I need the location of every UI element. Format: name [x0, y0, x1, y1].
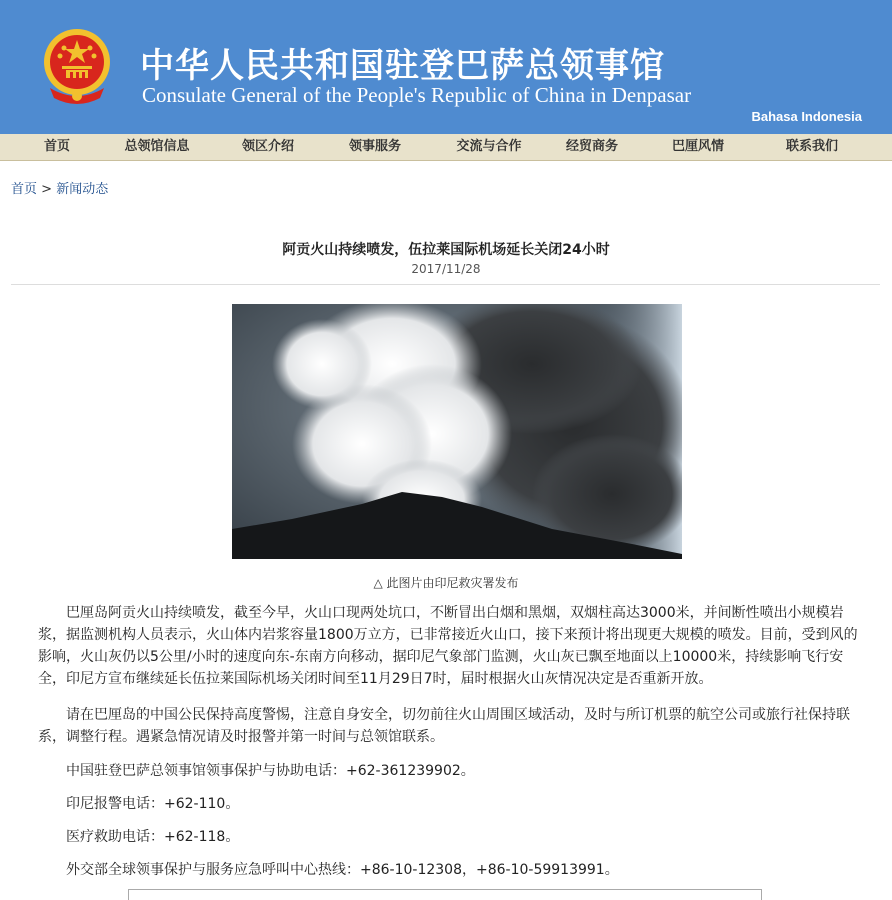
- nav-item-region[interactable]: 领区介绍: [241, 139, 294, 154]
- image-caption: △ 此图片由印尼救灾署发布: [373, 576, 519, 590]
- site-title-cn: 中华人民共和国驻登巴萨总领事馆: [140, 46, 665, 86]
- language-link[interactable]: Bahasa Indonesia: [751, 109, 862, 124]
- nav-item-consular-services[interactable]: 领事服务: [348, 139, 401, 154]
- header-banner: [0, 0, 892, 134]
- divider: [11, 284, 880, 285]
- article-title: 阿贡火山持续喷发，伍拉莱国际机场延长关闭24小时: [282, 242, 610, 258]
- nav-item-home[interactable]: 首页: [43, 139, 70, 154]
- breadcrumb-home-link[interactable]: 首页: [11, 182, 38, 197]
- national-emblem-icon: [40, 26, 114, 106]
- nav-item-consulate-info[interactable]: 总领馆信息: [124, 139, 190, 154]
- breadcrumb-separator: >: [41, 182, 53, 197]
- contact-line: 中国驻登巴萨总领事馆领事保护与协助电话：+62-361239902。: [66, 763, 475, 779]
- article-paragraph: 巴厘岛阿贡火山持续喷发，截至今早，火山口现两处坑口，不断冒出白烟和黑烟，双烟柱高达3000米，并间断性喷出小规模岩浆，据监测机构人员表示，火山体内岩浆容量1800万立方，已非常接近火山口，接下来预计将出现更大规模的喷发。目前，受到风的影响，火山灰仍以5公里/小时的速度向东-东南方向移动，据印尼气象部门监测，火山灰已飘至地面以上10000米，持续影响飞行安全，印尼方宣布继续延长伍拉莱国际机场关闭时间至11月29日7时，届时根据火山灰情况决定是否重新开放。: [38, 605, 858, 687]
- article-paragraph: 请在巴厘岛的中国公民保持高度警惕，注意自身安全，切勿前往火山周围区域活动，及时与所订机票的航空公司或旅行社保持联系，调整行程。遇紧急情况请及时报警并第一时间与总领馆联系。: [38, 707, 850, 745]
- contact-line: 印尼报警电话：+62-110。: [66, 796, 240, 812]
- site-title-en: Consulate General of the People's Republic of China in Denpasar: [142, 83, 692, 107]
- breadcrumb: [11, 178, 108, 197]
- nav-item-economy-trade[interactable]: 经贸商务: [565, 139, 618, 154]
- nav-item-exchange[interactable]: 交流与合作: [456, 139, 522, 154]
- contact-line: 外交部全球领事保护与服务应急呼叫中心热线：+86-10-12308，+86-10-59913991。: [66, 862, 619, 878]
- article-date: 2017/11/28: [411, 262, 481, 276]
- nav-item-bali-culture[interactable]: 巴厘风情: [671, 139, 724, 154]
- main-nav: [0, 134, 892, 161]
- contact-line: 医疗救助电话：+62-118。: [66, 829, 240, 845]
- nav-item-contact-us[interactable]: 联系我们: [785, 139, 838, 154]
- breadcrumb-section-link[interactable]: 新闻动态: [56, 182, 109, 197]
- volcano-photo: [232, 304, 682, 559]
